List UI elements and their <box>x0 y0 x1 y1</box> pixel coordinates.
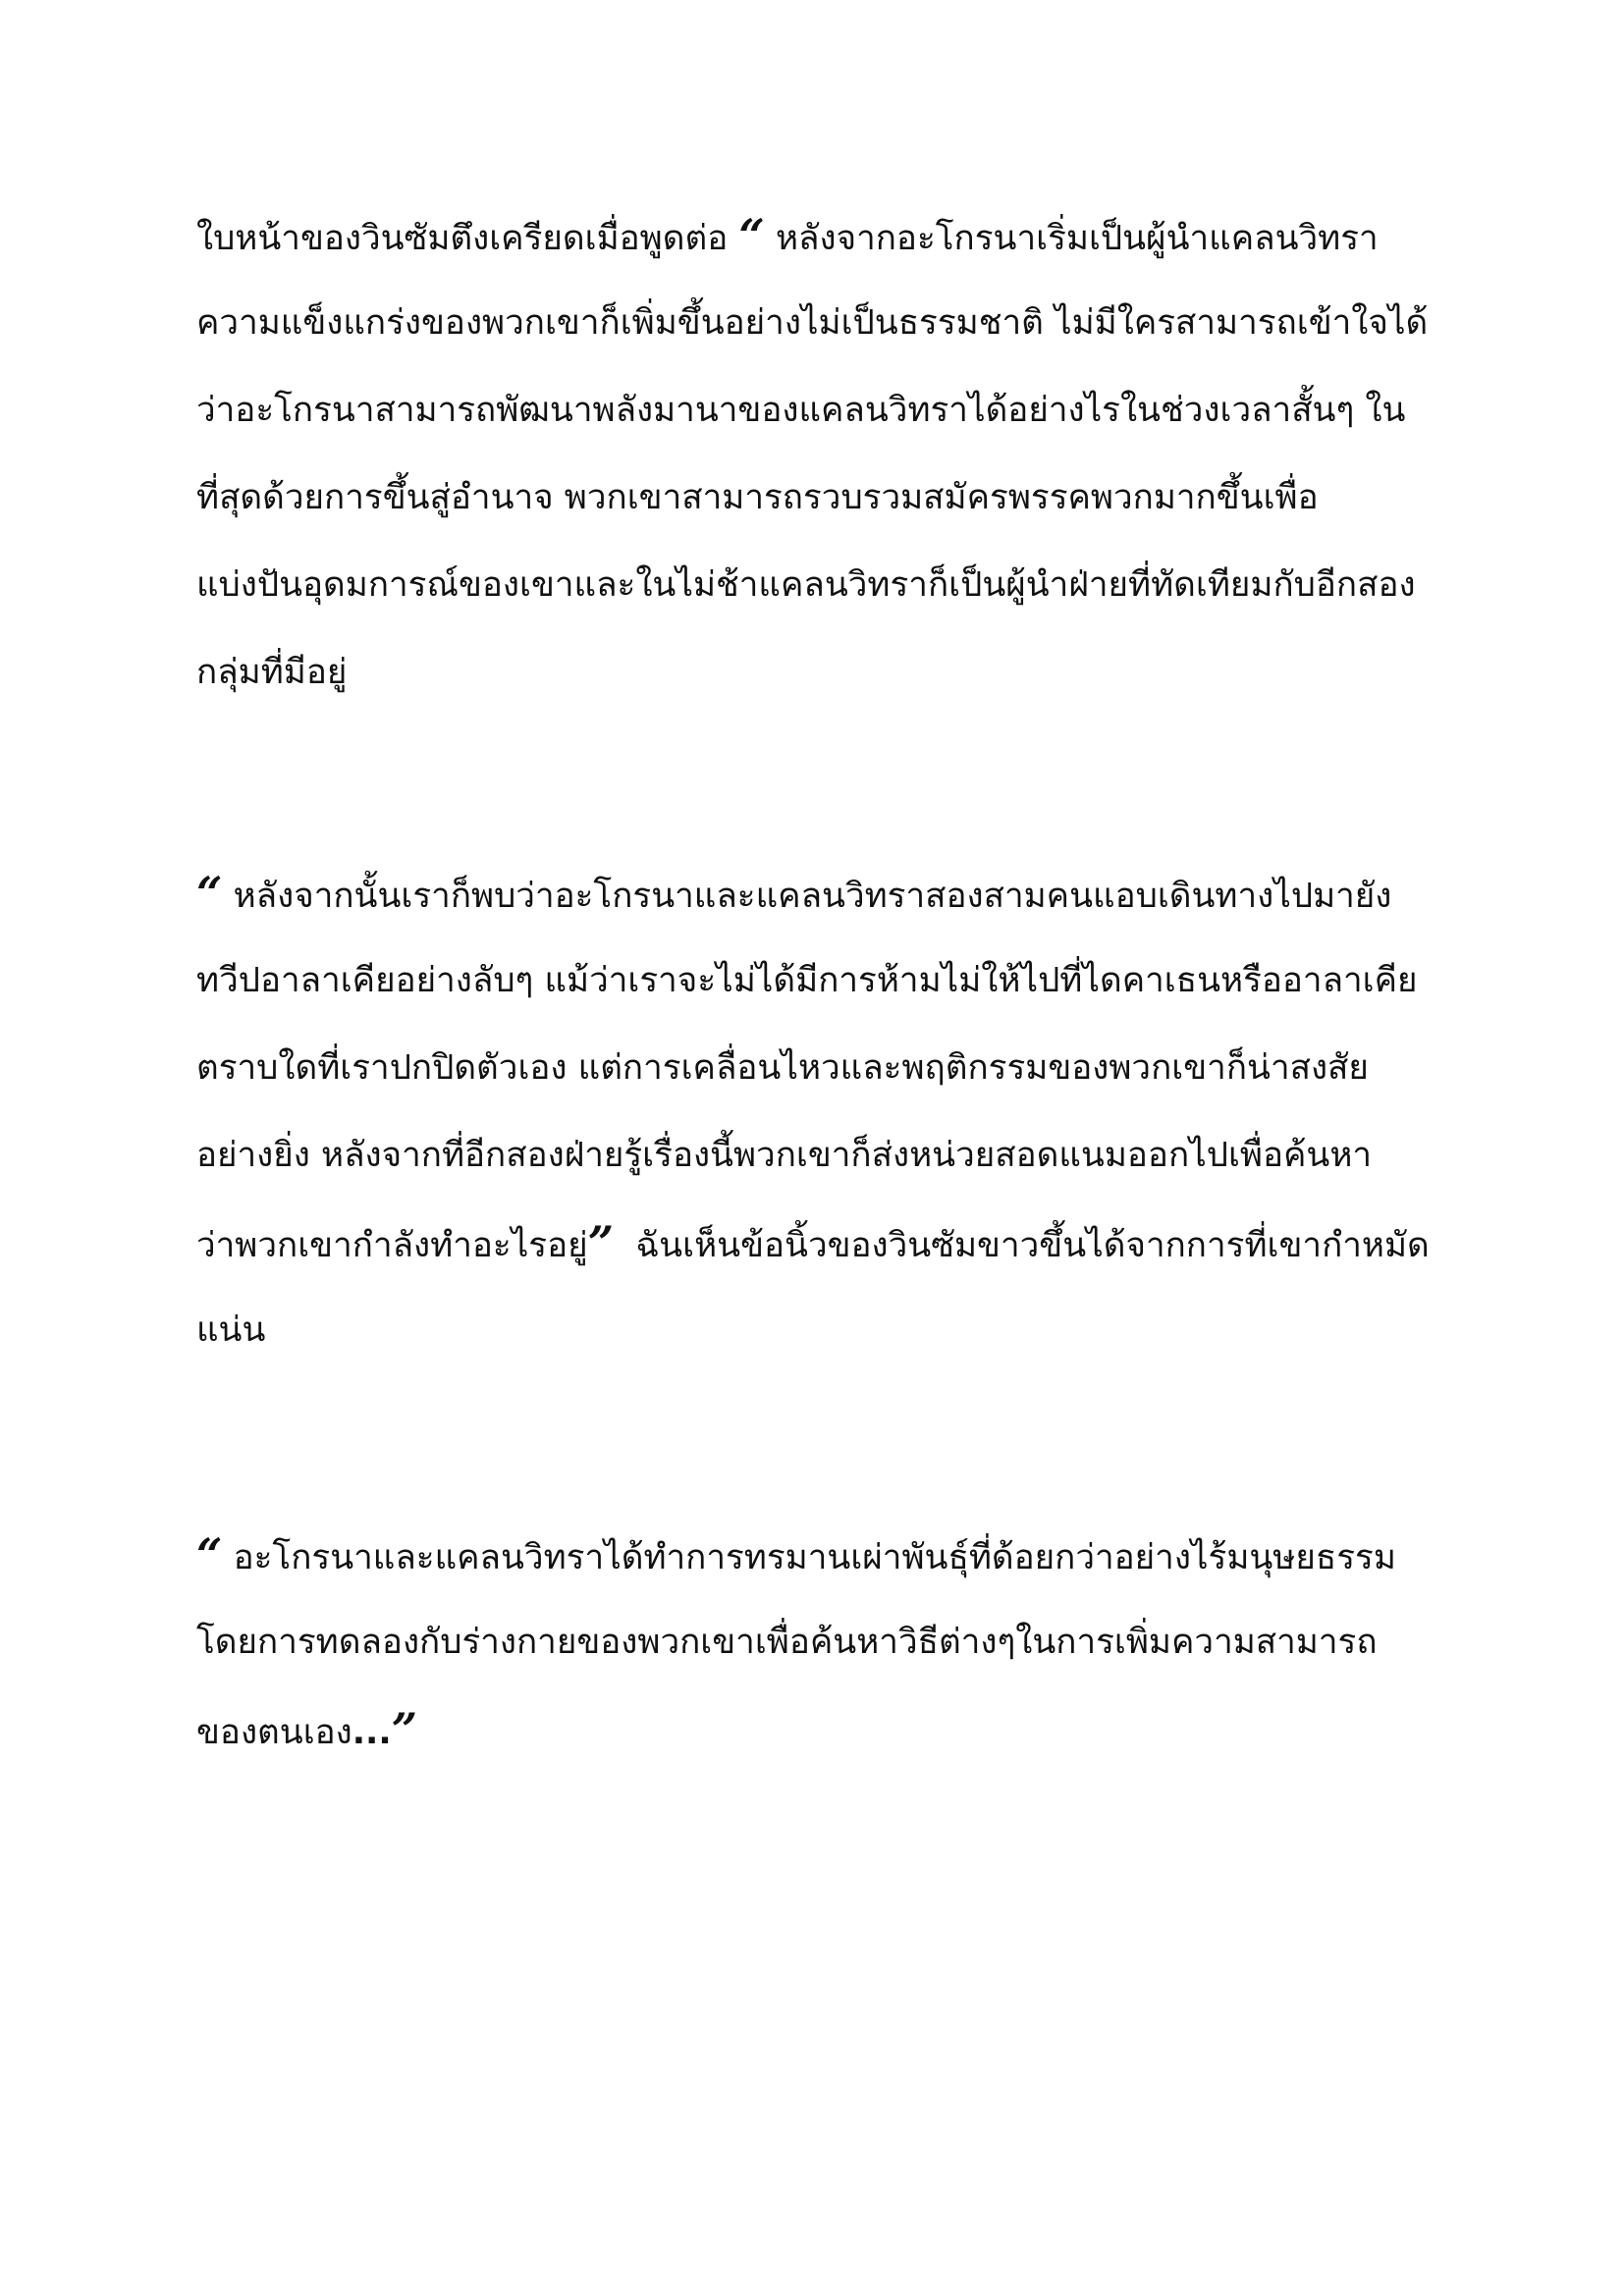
text-line <box>196 1200 1443 1287</box>
text-segment: อะโกรนาและแคลนวิทราได้ทำการทรมานเผ่าพันธุ์ที่ด้อยกว่าอย่างไร้มนุษยธรรม <box>222 1538 1396 1577</box>
text-segment: หลังจากอะโกรนาเริ่มเป็นผู้นำแคลนวิทรา <box>764 219 1379 258</box>
text-line <box>196 850 1443 937</box>
text-line <box>196 1686 1443 1774</box>
text-line: แน่น <box>196 1310 266 1350</box>
open-quote-mark: “ <box>196 1528 223 1581</box>
text-line: ที่สุดด้วยการขึ้นสู่อำนาจ พวกเขาสามารถรวบรวมสมัครพรรคพวกมากขึ้นเพื่อ <box>196 478 1319 517</box>
text-segment: ฉันเห็นข้อนิ้วของวินซัมขาวขึ้นได้จากการที่เขากำหมัด <box>614 1226 1430 1265</box>
text-line: กลุ่มที่มีอยู่ <box>196 653 348 692</box>
text-segment: ของตนเอง <box>196 1713 352 1752</box>
text-line: ว่าอะโกรนาสามารถพัฒนาพลังมานาของแคลนวิทราได้อย่างไรในช่วงเวลาสั้นๆ ใน <box>196 391 1406 430</box>
text-line <box>196 192 1443 280</box>
text-segment: หลังจากนั้นเราก็พบว่าอะโกรนาและแคลนวิทราสองสามคนแอบเดินทางไปมายัง <box>222 877 1392 916</box>
paragraph-1 <box>196 192 1443 717</box>
close-quote-mark: ” <box>587 1216 615 1269</box>
text-segment: ใบหน้าของวินซัมตึงเครียดเมื่อพูดต่อ <box>196 219 739 258</box>
text-line <box>196 1512 1443 1599</box>
text-line: ความแข็งแกร่งของพวกเขาก็เพิ่มขึ้นอย่างไม่เป็นธรรมชาติ ไม่มีใครสามารถเข้าใจได้ <box>196 303 1429 343</box>
open-quote-mark: “ <box>738 209 765 262</box>
text-segment: ว่าพวกเขากำลังทำอะไรอยู่ <box>196 1226 588 1265</box>
text-line: ตราบใดที่เราปกปิดตัวเอง แต่การเคลื่อนไหวและพฤติกรรมของพวกเขาก็น่าสงสัย <box>196 1048 1369 1088</box>
ellipsis: ... <box>352 1713 392 1752</box>
close-quote-mark: ” <box>391 1703 418 1756</box>
text-line: แบ่งปันอุดมการณ์ของเขาและในไม่ช้าแคลนวิทราก็เป็นผู้นำฝ่ายที่ทัดเทียมกับอีกสอง <box>196 565 1416 605</box>
paragraph-2 <box>196 850 1443 1374</box>
text-line: อย่างยิ่ง หลังจากที่อีกสองฝ่ายรู้เรื่องนี้พวกเขาก็ส่งหน่วยสอดแนมออกไปเพื่อค้นหา <box>196 1136 1373 1175</box>
text-line: ทวีปอาลาเคียอย่างลับๆ แม้ว่าเราจะไม่ได้มีการห้ามไม่ให้ไปที่ไดคาเธนหรืออาลาเคีย <box>196 961 1418 1000</box>
open-quote-mark: “ <box>196 867 223 920</box>
text-line: โดยการทดลองกับร่างกายของพวกเขาเพื่อค้นหาวิธีต่างๆในการเพิ่มความสามารถ <box>196 1623 1378 1662</box>
paragraph-3 <box>196 1512 1443 1774</box>
